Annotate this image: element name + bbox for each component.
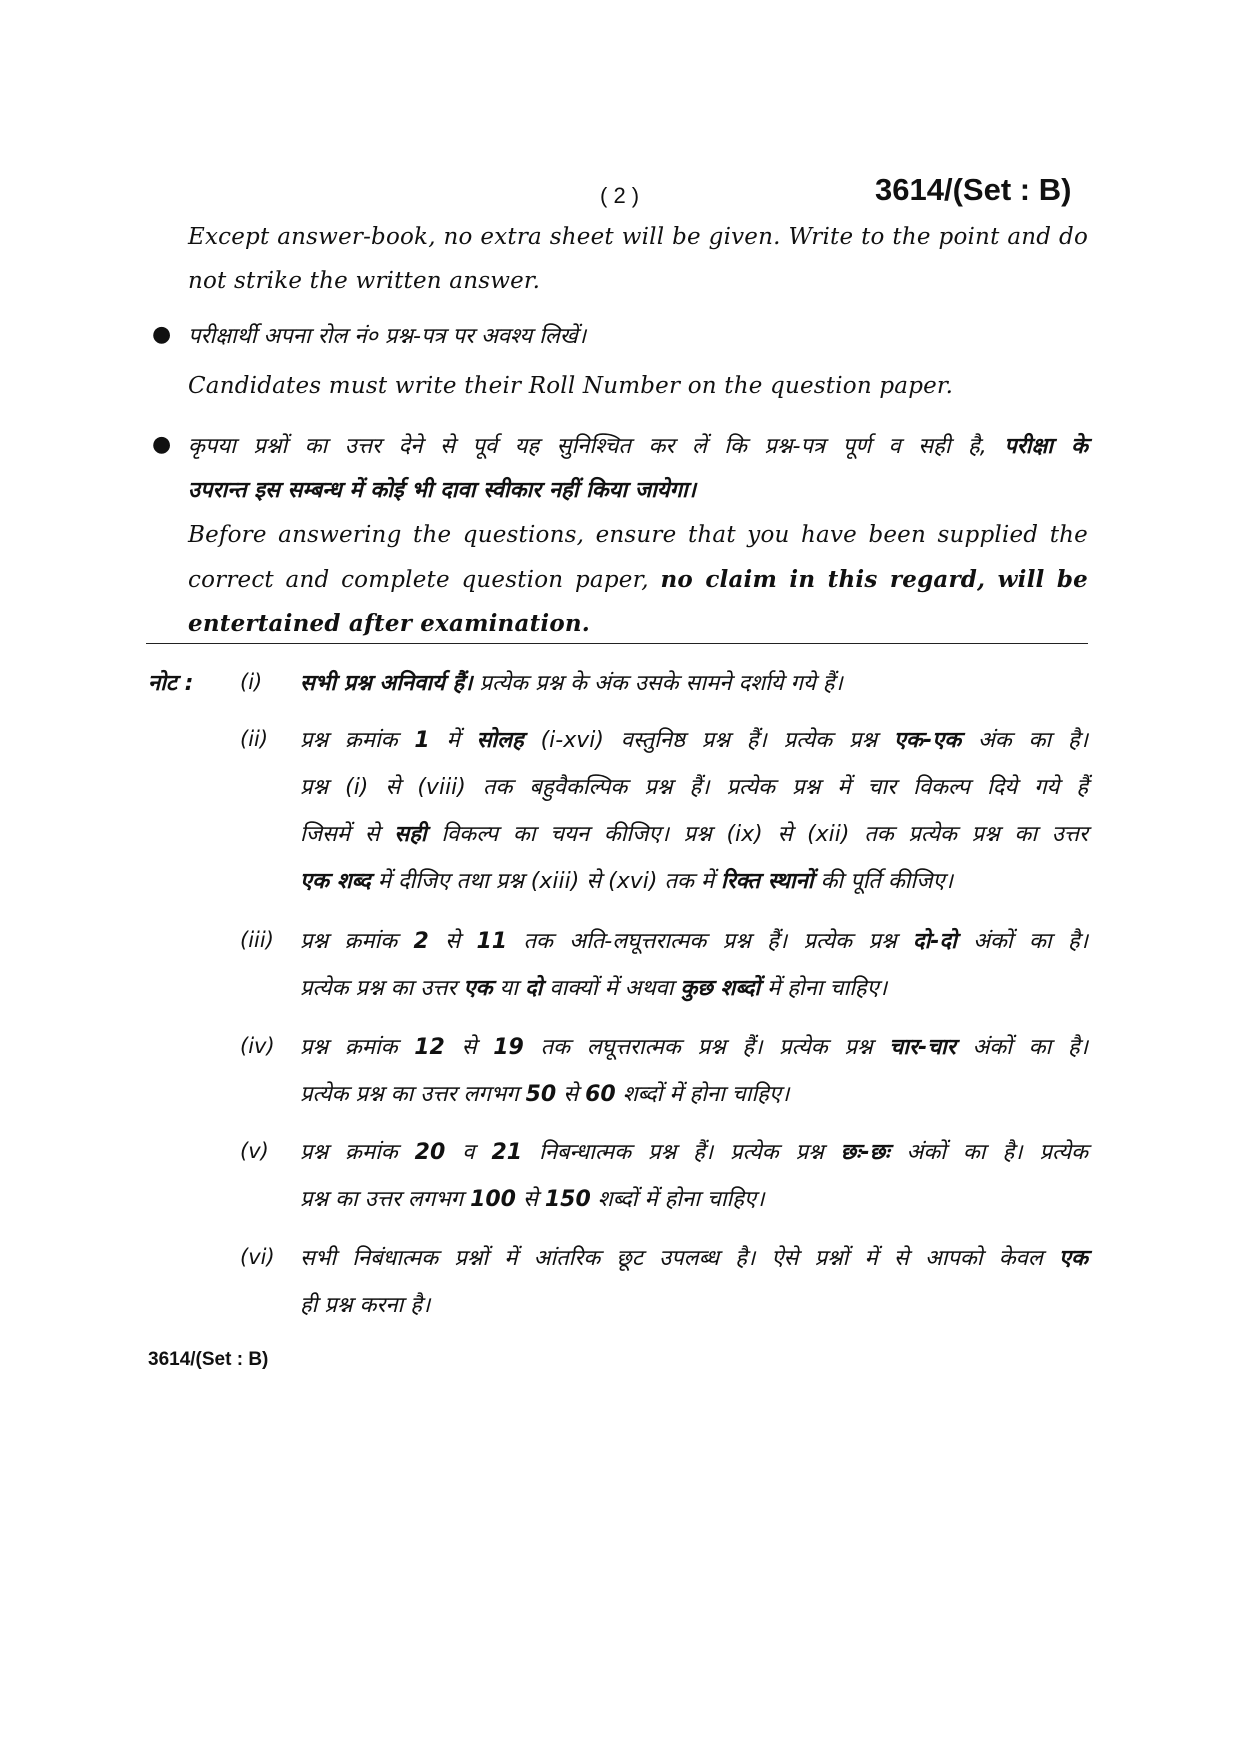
text-regular: में दीजिए तथा प्रश्न (xiii) से (xvi) तक में bbox=[370, 869, 722, 894]
text-bold: 100 bbox=[470, 1187, 516, 1212]
text-bold: छः-छः bbox=[840, 1140, 890, 1165]
text-bold: चार-चार bbox=[889, 1035, 956, 1060]
text-bold: 11 bbox=[476, 929, 508, 954]
note-item-vi-line-2: ही प्रश्न करना है। bbox=[300, 1293, 431, 1318]
verify-paper-hindi-line-1 bbox=[188, 430, 1088, 460]
text-bold: 20 bbox=[414, 1140, 446, 1165]
page-number: ( 2 ) bbox=[600, 183, 640, 208]
note-item-v-line-2 bbox=[300, 1183, 764, 1213]
text-regular: (i-xvi) वस्तुनिष्ठ प्रश्न हैं। प्रत्येक प्रश्न bbox=[523, 728, 894, 753]
note-item-number: (ii) bbox=[240, 727, 269, 751]
text-bold: 21 bbox=[491, 1140, 523, 1165]
text-regular: वाक्यों में अथवा bbox=[542, 976, 681, 1001]
bullet-icon: ● bbox=[152, 322, 172, 347]
text-bold: दो-दो bbox=[912, 929, 957, 954]
note-item-number: (vi) bbox=[240, 1245, 275, 1269]
verify-paper-hindi-line-2: उपरान्त इस सम्बन्ध में कोई भी दावा स्वीकार नहीं किया जायेगा। bbox=[188, 478, 696, 503]
text-regular: व bbox=[445, 1140, 492, 1165]
text-regular: प्रश्न क्रमांक bbox=[300, 728, 415, 753]
text-regular: अंकों का है। प्रत्येक bbox=[889, 1140, 1088, 1165]
roll-number-instruction-english: Candidates must write their Roll Number on the question paper. bbox=[188, 373, 954, 399]
note-item-ii-line-2: प्रश्न (i) से (viii) तक बहुवैकल्पिक प्रश्न हैं। प्रत्येक प्रश्न में चार विकल्प दिये गये हैं bbox=[300, 775, 1088, 800]
verify-paper-english-text: correct and complete question paper, bbox=[188, 567, 649, 593]
text-regular: प्रत्येक प्रश्न का उत्तर लगभग bbox=[300, 1082, 526, 1107]
text-bold: सभी प्रश्न अनिवार्य हैं। bbox=[300, 671, 473, 696]
intro-line-1: Except answer-book, no extra sheet will be given. Write to the point and do bbox=[188, 224, 1088, 250]
text-bold: 12 bbox=[414, 1035, 445, 1060]
text-regular: से bbox=[444, 1035, 494, 1060]
text-bold: 1 bbox=[414, 728, 430, 753]
note-item-i-text bbox=[300, 667, 843, 697]
text-bold: 60 bbox=[585, 1082, 616, 1107]
verify-paper-english-line-3: entertained after examination. bbox=[188, 610, 590, 637]
note-item-v-line-1 bbox=[300, 1136, 1088, 1166]
text-bold: रिक्त स्थानों bbox=[721, 869, 814, 894]
paper-code-header: 3614/(Set : B) bbox=[875, 172, 1072, 207]
text-bold: एक-एक bbox=[893, 728, 962, 753]
section-divider bbox=[146, 643, 1088, 644]
bullet-icon: ● bbox=[152, 432, 172, 457]
text-regular: प्रश्न क्रमांक bbox=[300, 929, 414, 954]
note-item-iv-line-1 bbox=[300, 1031, 1088, 1061]
text-regular: प्रत्येक प्रश्न का उत्तर bbox=[300, 976, 464, 1001]
text-regular: जिसमें से bbox=[300, 822, 395, 847]
text-regular: शब्दों में होना चाहिए। bbox=[590, 1187, 765, 1212]
text-bold: 2 bbox=[413, 929, 429, 954]
note-item-ii-line-4 bbox=[300, 865, 953, 895]
intro-line-2: not strike the written answer. bbox=[188, 268, 541, 294]
note-item-iv-line-2 bbox=[300, 1078, 789, 1108]
text-regular: या bbox=[492, 976, 525, 1001]
note-item-iii-line-1 bbox=[300, 925, 1088, 955]
text-regular: अंक का है। bbox=[961, 728, 1088, 753]
note-item-number: (iii) bbox=[240, 928, 274, 952]
paper-code-footer: 3614/(Set : B) bbox=[148, 1349, 269, 1370]
note-item-ii-line-3 bbox=[300, 818, 1088, 848]
note-item-iii-line-2 bbox=[300, 972, 887, 1002]
text-bold: 50 bbox=[525, 1082, 557, 1107]
text-bold: सही bbox=[394, 822, 427, 847]
note-item-number: (v) bbox=[240, 1139, 269, 1163]
verify-paper-english-bold: no claim in this regard, will be bbox=[660, 566, 1088, 593]
note-item-number: (i) bbox=[240, 670, 263, 694]
text-regular: में होना चाहिए। bbox=[760, 976, 888, 1001]
text-bold: दो bbox=[524, 976, 543, 1001]
text-bold: सोलह bbox=[476, 728, 524, 753]
note-item-ii-line-1 bbox=[300, 724, 1088, 754]
text-regular: तक लघूत्तरात्मक प्रश्न हैं। प्रत्येक प्रश्न bbox=[523, 1035, 890, 1060]
verify-paper-english-line-1: Before answering the questions, ensure that you have been supplied the bbox=[188, 522, 1088, 548]
text-bold: एक शब्द bbox=[300, 869, 371, 894]
text-regular: अंकों का है। bbox=[955, 1035, 1089, 1060]
text-regular: सभी निबंधात्मक प्रश्नों में आंतरिक छूट उपलब्ध है। ऐसे प्रश्नों में से आपको केवल bbox=[300, 1246, 1059, 1271]
text-regular: विकल्प का चयन कीजिए। प्रश्न (ix) से (xii) तक प्रत्येक प्रश्न का उत्तर bbox=[426, 822, 1088, 847]
text-regular: निबन्धात्मक प्रश्न हैं। प्रत्येक प्रश्न bbox=[522, 1140, 841, 1165]
roll-number-instruction-hindi: परीक्षार्थी अपना रोल नं० प्रश्न-पत्र पर अवश्य लिखें। bbox=[188, 324, 587, 349]
text-regular: से bbox=[516, 1187, 545, 1212]
verify-paper-hindi-bold: परीक्षा के bbox=[1004, 434, 1088, 459]
text-regular: शब्दों में होना चाहिए। bbox=[615, 1082, 790, 1107]
text-regular: तक अति-लघूत्तरात्मक प्रश्न हैं। प्रत्येक प्रश्न bbox=[507, 929, 913, 954]
text-regular: प्रत्येक प्रश्न के अंक उसके सामने दर्शाये गये हैं। bbox=[479, 671, 843, 696]
verify-paper-hindi-text: कृपया प्रश्नों का उत्तर देने से पूर्व यह सुनिश्चित कर लें कि प्रश्न-पत्र पूर्ण व सही है, bbox=[188, 434, 987, 459]
text-regular: अंकों का है। bbox=[956, 929, 1088, 954]
text-regular: प्रश्न क्रमांक bbox=[300, 1035, 415, 1060]
text-regular: की पूर्ति कीजिए। bbox=[813, 869, 953, 894]
note-item-vi-line-1 bbox=[300, 1242, 1088, 1272]
note-label: नोट : bbox=[148, 671, 194, 696]
text-regular: प्रश्न क्रमांक bbox=[300, 1140, 415, 1165]
text-regular: प्रश्न का उत्तर लगभग bbox=[300, 1187, 471, 1212]
text-regular: से bbox=[428, 929, 477, 954]
note-item-number: (iv) bbox=[240, 1034, 275, 1058]
text-bold: कुछ शब्दों bbox=[680, 976, 761, 1001]
verify-paper-english-line-2 bbox=[188, 566, 1088, 593]
text-bold: 19 bbox=[493, 1035, 524, 1060]
text-bold: एक bbox=[1058, 1246, 1088, 1271]
text-bold: 150 bbox=[544, 1187, 591, 1212]
text-regular: से bbox=[556, 1082, 586, 1107]
text-regular: में bbox=[429, 728, 477, 753]
text-bold: एक bbox=[463, 976, 493, 1001]
